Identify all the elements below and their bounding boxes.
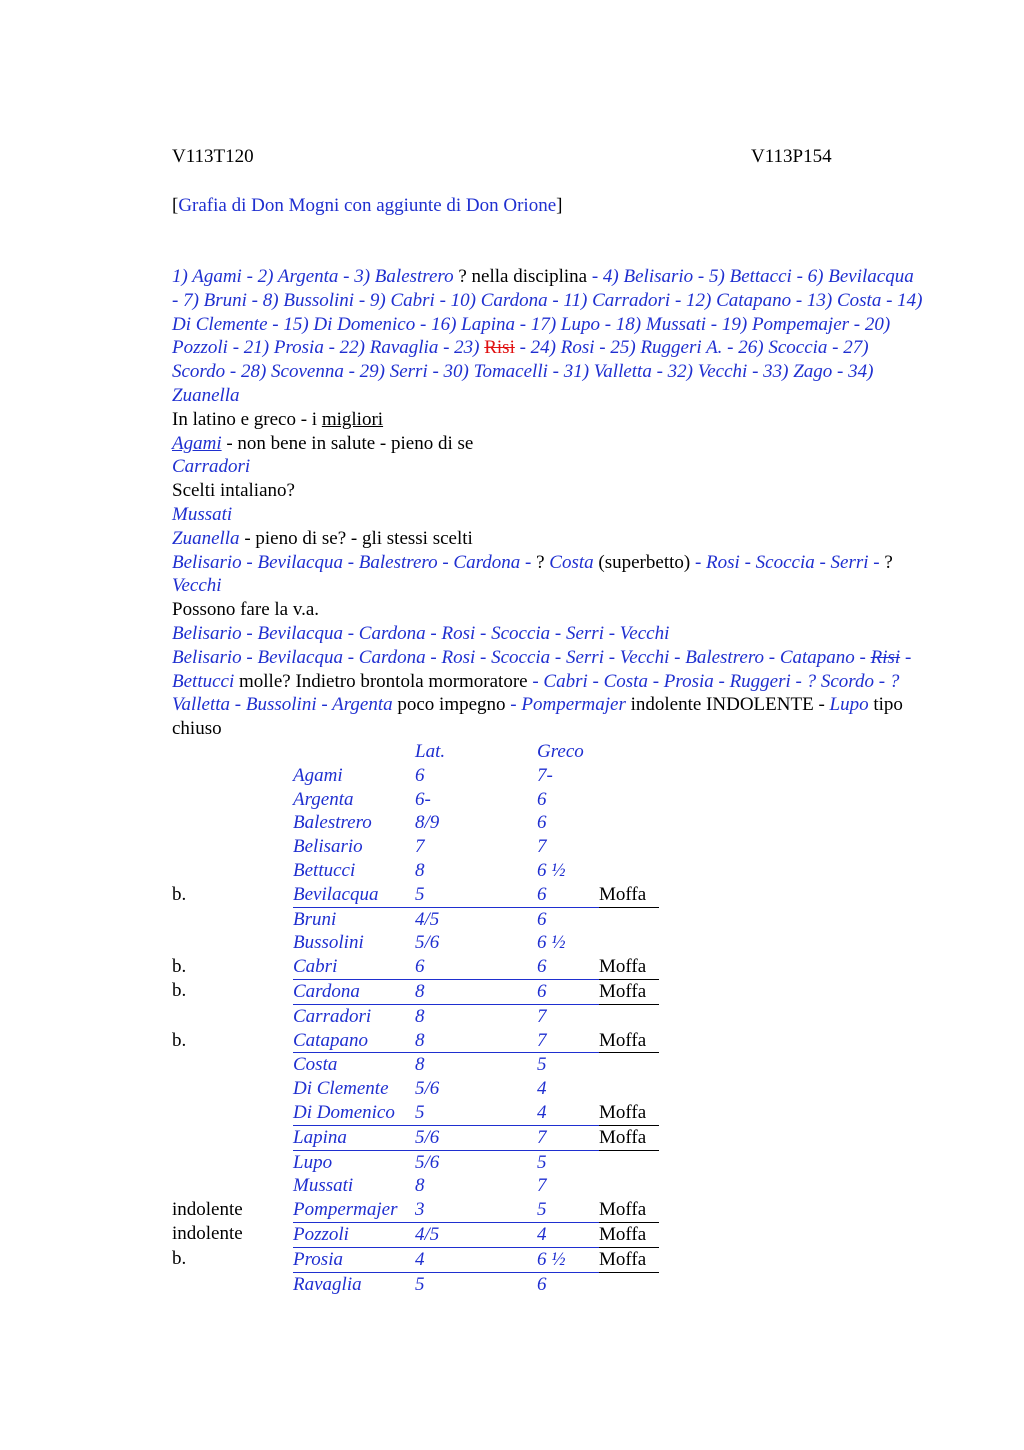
student-name: Di Domenico	[293, 1101, 415, 1125]
moffa-note: Moffa	[599, 1029, 659, 1053]
greek-grade: 6	[537, 908, 547, 930]
moffa-note	[599, 931, 659, 955]
greek-grade: 6	[537, 883, 599, 907]
row-mark: b.	[172, 956, 187, 978]
grade-row	[172, 1272, 659, 1296]
student-name: Bussolini	[293, 932, 364, 954]
grades-table-body	[172, 740, 659, 1296]
latin-grade: 5/6	[415, 1151, 440, 1173]
grade-row	[172, 1101, 659, 1125]
grade-row	[172, 788, 659, 812]
greek-grade: 5	[537, 1054, 547, 1076]
student-name: Costa	[293, 1054, 338, 1076]
moffa-note: Moffa	[599, 955, 659, 979]
row-mark	[172, 1053, 293, 1077]
row-mark	[172, 1125, 293, 1150]
row-mark	[172, 788, 293, 812]
row-mark	[172, 931, 293, 955]
note-open-bracket: [	[172, 195, 179, 216]
greek-grade: 5	[537, 1151, 547, 1173]
row-mark: indolente	[172, 1199, 243, 1221]
greek-grade: 6	[537, 1273, 547, 1295]
latin-grade: 5/6	[415, 1125, 537, 1150]
handwriting-note	[172, 195, 562, 217]
latin-grade: 8	[415, 1005, 425, 1027]
greek-grade: 6 ½	[537, 932, 566, 954]
row-mark	[172, 1101, 293, 1125]
moffa-note: Moffa	[599, 979, 659, 1004]
grade-row	[172, 1004, 659, 1028]
row-mark	[172, 1272, 293, 1296]
grade-row	[172, 835, 659, 859]
greek-grade: 7	[537, 1125, 599, 1150]
greek-grade: 6 ½	[537, 859, 566, 881]
grade-row	[172, 1053, 659, 1077]
latin-grade: 8	[415, 859, 425, 881]
grade-row	[172, 1029, 659, 1053]
greek-grade: 5	[537, 1198, 599, 1222]
document-code-left: V113T120	[172, 146, 254, 167]
student-name: Lupo	[293, 1151, 333, 1173]
best-line: In latino e greco - i migliori	[172, 408, 384, 430]
grade-row	[172, 1247, 659, 1272]
student-name: Cardona	[293, 979, 415, 1004]
student-name: Bruni	[293, 908, 337, 930]
row-mark	[172, 1150, 293, 1174]
moffa-note: Moffa	[599, 1222, 659, 1247]
grade-row	[172, 1077, 659, 1101]
latin-grade: 4	[415, 1247, 537, 1272]
latin-grade: 4/5	[415, 908, 440, 930]
greek-grade: 4	[537, 1101, 599, 1125]
greek-grade: 6	[537, 812, 547, 834]
greek-grade: 4	[537, 1078, 547, 1100]
row-mark	[172, 835, 293, 859]
moffa-note: Moffa	[599, 1247, 659, 1272]
scelti-line: Scelti intaliano?	[172, 480, 295, 502]
latin-grade: 5	[415, 1273, 425, 1295]
grade-row	[172, 883, 659, 907]
latin-grade: 5	[415, 883, 537, 907]
moffa-note	[599, 788, 659, 812]
moffa-note	[599, 1174, 659, 1198]
greek-grade: 6	[537, 788, 547, 810]
latin-grade: 5/6	[415, 932, 440, 954]
latin-grade: 6	[415, 955, 537, 979]
moffa-note	[599, 835, 659, 859]
carradori-line: Carradori	[172, 456, 251, 478]
row-mark: b.	[172, 883, 187, 905]
moffa-note	[599, 907, 659, 931]
grade-row	[172, 979, 659, 1004]
grade-row	[172, 811, 659, 835]
belisario-line: Belisario - Bevilacqua - Balestrero - Cardona - ? Costa (superbetto) - Rosi - Scoccia - Serri - ? Vecchi	[172, 551, 893, 597]
row-mark	[172, 1077, 293, 1101]
latin-grade: 8/9	[415, 812, 440, 834]
grades-table	[172, 740, 659, 1296]
moffa-note	[599, 859, 659, 883]
greek-grade: 7	[537, 1175, 547, 1197]
latin-grade: 5/6	[415, 1078, 440, 1100]
zuanella-line: Zuanella - pieno di se? - gli stessi scelti	[172, 527, 473, 549]
grade-row	[172, 1222, 659, 1247]
note-text: Grafia di Don Mogni con aggiunte di Don Orione	[178, 195, 557, 216]
grade-row	[172, 764, 659, 788]
latin-grade: 4/5	[415, 1222, 537, 1247]
greek-grade: 6	[537, 979, 599, 1004]
moffa-note	[599, 1004, 659, 1028]
mussati-line: Mussati	[172, 503, 233, 525]
greek-grade: 6	[537, 955, 599, 979]
moffa-note	[599, 1053, 659, 1077]
struck-name: Risi	[484, 337, 515, 359]
greek-grade: 4	[537, 1222, 599, 1247]
student-name: Pompermajer	[293, 1198, 415, 1222]
greek-grade: 7	[537, 1029, 599, 1053]
moffa-note	[599, 811, 659, 835]
latin-grade: 6-	[415, 788, 431, 810]
moffa-note: Moffa	[599, 1125, 659, 1150]
row-mark	[172, 859, 293, 883]
greek-grade: 7-	[537, 764, 553, 786]
grade-row	[172, 859, 659, 883]
greek-grade: 7	[537, 836, 547, 858]
student-name: Lapina	[293, 1125, 415, 1150]
student-name: Pozzoli	[293, 1222, 415, 1247]
row-mark: indolente	[172, 1223, 243, 1245]
greek-grade: 6 ½	[537, 1247, 599, 1272]
student-name: Balestrero	[293, 812, 372, 834]
student-name: Argenta	[293, 788, 354, 810]
moffa-note	[599, 1077, 659, 1101]
student-name: Agami	[293, 764, 343, 786]
grades-header-row	[172, 740, 659, 764]
grade-row	[172, 1125, 659, 1150]
moffa-note: Moffa	[599, 1101, 659, 1125]
document-body	[172, 265, 924, 741]
student-name: Carradori	[293, 1005, 372, 1027]
moffa-note: Moffa	[599, 883, 659, 907]
student-name: Ravaglia	[293, 1273, 362, 1295]
student-name: Bettucci	[293, 859, 356, 881]
greek-grade: 7	[537, 1005, 547, 1027]
grade-row	[172, 931, 659, 955]
latin-grade: 8	[415, 1029, 537, 1053]
struck-name-risi: Risi	[870, 646, 901, 668]
grade-row	[172, 955, 659, 979]
row-mark	[172, 1004, 293, 1028]
row-mark	[172, 811, 293, 835]
moffa-note	[599, 764, 659, 788]
student-name: Prosia	[293, 1247, 415, 1272]
latin-grade: 8	[415, 1175, 425, 1197]
agami-line: Agami - non bene in salute - pieno di se	[172, 432, 474, 454]
column-header-greek: Greco	[537, 741, 584, 762]
row-mark	[172, 1174, 293, 1198]
latin-grade: 3	[415, 1198, 537, 1222]
va-list-line: Belisario - Bevilacqua - Cardona - Rosi - Scoccia - Serri - Vecchi	[172, 622, 670, 644]
moffa-note	[599, 1150, 659, 1174]
student-name: Catapano	[293, 1029, 415, 1053]
latin-grade: 8	[415, 1054, 425, 1076]
student-name: Bevilacqua	[293, 883, 415, 907]
latin-grade: 5	[415, 1101, 537, 1125]
latin-grade: 6	[415, 764, 425, 786]
document-code-right: V113P154	[751, 146, 832, 167]
note-close-bracket: ]	[556, 195, 563, 216]
grade-row	[172, 907, 659, 931]
student-name: Di Clemente	[293, 1078, 389, 1100]
column-header-latin: Lat.	[415, 741, 446, 762]
row-mark	[172, 907, 293, 931]
row-mark: b.	[172, 980, 187, 1002]
moffa-note: Moffa	[599, 1198, 659, 1222]
moffa-note	[599, 1272, 659, 1296]
latin-grade: 8	[415, 979, 537, 1004]
student-name: Belisario	[293, 836, 363, 858]
student-name: Mussati	[293, 1175, 354, 1197]
latin-grade: 7	[415, 836, 425, 858]
row-mark: b.	[172, 1029, 187, 1051]
student-list: 1) Agami - 2) Argenta - 3) Balestrero ? nella disciplina - 4) Belisario - 5) Bettacci - 6) Bevilacqua - 7) Bruni - 8) Bussolini - 9) Cabri - 10) Cardona - 11) Carradori - 12) Catapano - 13) Costa - 14) Di Clemente - 15) Di Domenico - 16) Lapina - 17) Lupo - 18) Mussati - 19) Pompemajer - 20) Pozzoli - 21) Prosia - 22) Ravaglia - 23) Risi - 24) Rosi - 25) Ruggeri A. - 26) Scoccia - 27) Scordo - 28) Scovenna - 29) Serri - 30) Tomacelli - 31) Valletta - 32) Vecchi - 33) Zago - 34) Zuanella	[172, 266, 923, 406]
grade-row	[172, 1150, 659, 1174]
grade-row	[172, 1198, 659, 1222]
student-name: Cabri	[293, 955, 415, 979]
possono-line: Possono fare la v.a.	[172, 599, 320, 621]
row-mark	[172, 764, 293, 788]
grade-row	[172, 1174, 659, 1198]
long-list-line: Belisario - Bevilacqua - Cardona - Rosi - Scoccia - Serri - Vecchi - Balestrero - Catapano - Risi - Bettucci molle? Indietro brontola mormoratore - Cabri - Costa - Prosia - Ruggeri - ? Scordo - ? Valletta - Bussolini - Argenta poco impegno - Pompermajer indolente INDOLENTE - Lupo tipo chiuso	[172, 646, 912, 740]
row-mark: b.	[172, 1248, 187, 1270]
